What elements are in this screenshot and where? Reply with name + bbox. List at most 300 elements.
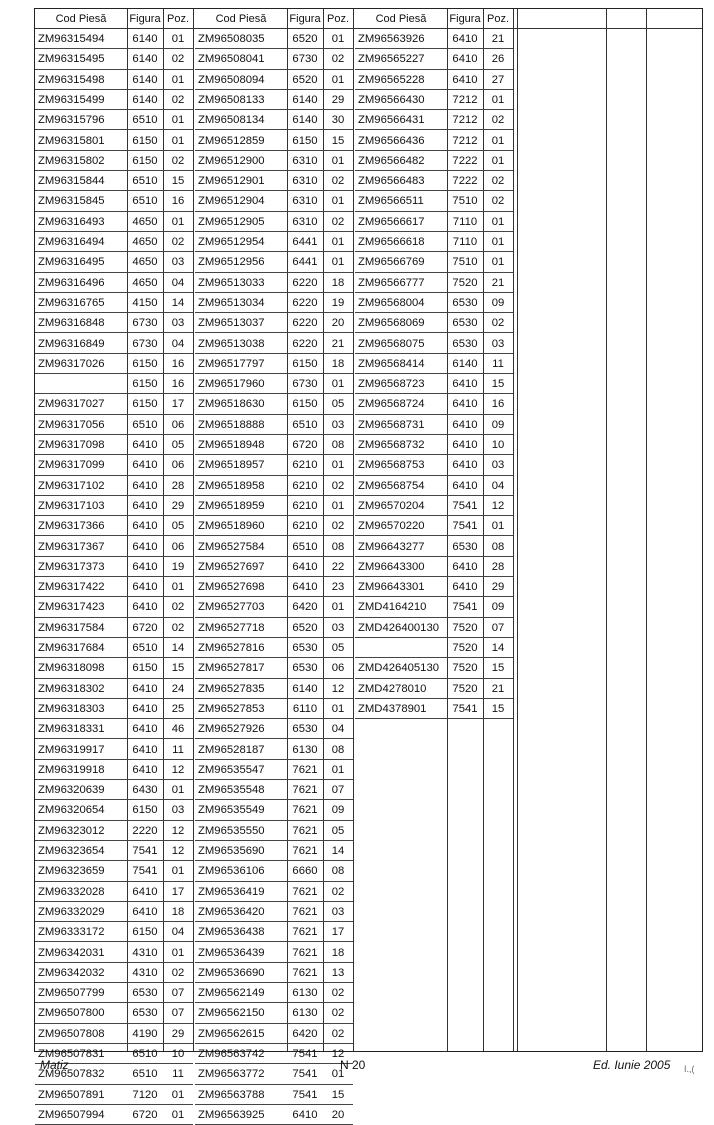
position-cell: 02 bbox=[331, 885, 345, 898]
position-cell: 01 bbox=[491, 236, 505, 248]
position-cell: 17 bbox=[331, 926, 345, 939]
part-code-cell: ZM96316496 bbox=[38, 276, 105, 289]
table-row bbox=[355, 191, 513, 211]
part-code-cell: ZM96527926 bbox=[198, 723, 265, 736]
part-code-cell: ZM96317584 bbox=[38, 621, 105, 634]
part-code-cell: ZM96562615 bbox=[198, 1027, 265, 1040]
table-row bbox=[355, 90, 513, 110]
part-code-cell: ZM96527584 bbox=[198, 540, 265, 553]
column-divider bbox=[193, 9, 194, 1051]
position-cell: 01 bbox=[171, 134, 185, 147]
position-cell: 01 bbox=[331, 236, 345, 248]
figure-cell: 7120 bbox=[132, 1088, 158, 1101]
table-row bbox=[355, 537, 513, 557]
part-code-cell: ZM96536420 bbox=[198, 905, 265, 918]
part-code-cell: ZM96315499 bbox=[38, 93, 105, 106]
position-cell: 23 bbox=[331, 581, 345, 594]
position-cell: 28 bbox=[491, 560, 505, 573]
part-code-cell: ZM96317373 bbox=[38, 560, 105, 573]
part-code-cell: ZM96568075 bbox=[358, 337, 425, 350]
position-cell: 11 bbox=[172, 1068, 184, 1081]
position-cell: 29 bbox=[331, 93, 345, 106]
part-code-cell: ZM96570220 bbox=[358, 520, 425, 533]
part-code-cell: ZM96317423 bbox=[38, 601, 105, 614]
position-cell: 04 bbox=[171, 926, 185, 939]
part-code-cell: ZM96507831 bbox=[38, 1048, 105, 1060]
part-code-cell: ZM96323654 bbox=[38, 845, 105, 857]
figure-cell: 7621 bbox=[292, 885, 318, 898]
part-code-cell: ZM96518888 bbox=[198, 418, 265, 431]
part-code-cell: ZM96570204 bbox=[358, 499, 425, 512]
figure-cell: 6430 bbox=[132, 784, 158, 797]
table-row bbox=[35, 1085, 193, 1105]
table-row bbox=[35, 49, 193, 69]
figure-cell: 7520 bbox=[452, 621, 478, 634]
figure-cell: 6410 bbox=[452, 560, 478, 573]
part-code-cell: ZM96536106 bbox=[198, 865, 265, 878]
part-code-cell: ZM96316495 bbox=[38, 256, 105, 269]
figure-cell: 7520 bbox=[452, 642, 478, 654]
figure-cell: 6220 bbox=[292, 296, 318, 309]
position-cell: 02 bbox=[331, 215, 345, 228]
position-cell: 46 bbox=[171, 723, 185, 736]
figure-cell: 6410 bbox=[292, 581, 318, 594]
table-row bbox=[355, 658, 513, 678]
table-row bbox=[35, 171, 193, 191]
position-cell: 30 bbox=[331, 114, 345, 127]
position-cell: 09 bbox=[491, 296, 505, 309]
part-code-cell: ZM96536439 bbox=[198, 946, 265, 959]
table-row bbox=[195, 943, 353, 963]
part-code-cell: ZM96342031 bbox=[38, 946, 105, 959]
table-row bbox=[355, 638, 513, 658]
position-cell: 16 bbox=[171, 357, 185, 370]
table-row bbox=[195, 577, 353, 597]
figure-cell: 6441 bbox=[292, 256, 318, 269]
part-code-cell: ZM96507891 bbox=[38, 1088, 105, 1101]
part-code-cell: ZM96518957 bbox=[198, 459, 265, 472]
part-code-cell: ZM96566430 bbox=[358, 93, 425, 106]
part-code-cell: ZM96317099 bbox=[38, 459, 105, 472]
figure-cell: 6310 bbox=[292, 175, 318, 188]
position-cell: 01 bbox=[171, 581, 185, 594]
table-row bbox=[195, 273, 353, 293]
part-code-cell: ZM96317367 bbox=[38, 540, 105, 553]
position-cell: 01 bbox=[491, 520, 505, 533]
table-row bbox=[355, 232, 513, 252]
part-code-cell: ZM96562149 bbox=[198, 987, 265, 1000]
table-row bbox=[195, 841, 353, 861]
figure-cell: 6510 bbox=[292, 418, 318, 431]
position-cell: 21 bbox=[491, 276, 505, 289]
figure-cell: 6150 bbox=[132, 398, 158, 411]
figure-cell: 6410 bbox=[132, 905, 158, 918]
figure-cell: 6530 bbox=[452, 296, 478, 309]
position-cell: 06 bbox=[331, 662, 345, 675]
position-cell: 02 bbox=[171, 966, 185, 979]
figure-cell: 7621 bbox=[292, 784, 318, 797]
part-code-cell: ZM96315495 bbox=[38, 53, 105, 66]
position-cell: 02 bbox=[171, 93, 185, 106]
table-row bbox=[35, 110, 193, 130]
part-code-cell: ZM96316765 bbox=[38, 296, 105, 309]
position-cell: 05 bbox=[171, 439, 185, 451]
table-row bbox=[355, 334, 513, 354]
figure-cell: 6130 bbox=[292, 743, 318, 756]
table-row bbox=[355, 29, 513, 49]
table-row bbox=[35, 658, 193, 678]
position-cell: 18 bbox=[331, 276, 345, 289]
position-cell: 01 bbox=[171, 1108, 185, 1121]
position-cell: 01 bbox=[171, 73, 185, 86]
position-cell: 27 bbox=[491, 73, 505, 86]
figure-cell: 4650 bbox=[132, 276, 158, 289]
position-cell: 09 bbox=[491, 418, 505, 431]
figure-cell: 4310 bbox=[132, 946, 158, 959]
figure-cell: 6660 bbox=[292, 865, 318, 878]
part-code-cell: ZMD4378901 bbox=[358, 702, 427, 715]
table-row bbox=[35, 679, 193, 699]
figure-cell: 2220 bbox=[132, 824, 158, 837]
table-row bbox=[195, 191, 353, 211]
figure-cell: 7621 bbox=[292, 804, 318, 817]
figure-cell: 6720 bbox=[292, 439, 318, 451]
position-cell: 02 bbox=[491, 195, 505, 208]
position-cell: 08 bbox=[331, 865, 345, 878]
figure-cell: 7541 bbox=[292, 1068, 318, 1081]
part-code-cell: ZM96316493 bbox=[38, 215, 105, 228]
figure-cell: 6410 bbox=[132, 763, 158, 776]
part-code-cell: ZM96318302 bbox=[38, 682, 105, 695]
position-cell: 10 bbox=[171, 1048, 185, 1060]
table-row bbox=[35, 354, 193, 374]
position-cell: 19 bbox=[331, 296, 345, 309]
table-row bbox=[355, 110, 513, 130]
figure-cell: 7621 bbox=[292, 845, 318, 857]
position-cell: 18 bbox=[331, 946, 345, 959]
part-code-cell: ZM96536419 bbox=[198, 885, 265, 898]
column-header-poz: Poz. bbox=[483, 9, 513, 29]
part-code-cell: ZM96317103 bbox=[38, 499, 105, 512]
position-cell: 03 bbox=[331, 905, 345, 918]
position-cell: 11 bbox=[172, 743, 184, 756]
table-row bbox=[195, 252, 353, 272]
table-row bbox=[195, 70, 353, 90]
figure-cell: 6140 bbox=[132, 73, 158, 86]
empty-column-divider bbox=[646, 9, 647, 1051]
part-code-cell: ZM96568754 bbox=[358, 479, 425, 492]
part-code-cell: ZM96319917 bbox=[38, 743, 105, 756]
figure-cell: 6410 bbox=[132, 702, 158, 715]
position-cell: 02 bbox=[171, 53, 185, 66]
table-row bbox=[35, 1024, 193, 1044]
part-code-cell: ZM96315845 bbox=[38, 195, 105, 208]
table-row bbox=[195, 638, 353, 658]
figure-cell: 7212 bbox=[452, 93, 478, 106]
table-row bbox=[195, 1064, 353, 1084]
figure-cell: 6210 bbox=[292, 499, 318, 512]
part-code-cell: ZM96535548 bbox=[198, 784, 265, 797]
figure-cell: 6530 bbox=[132, 987, 158, 1000]
figure-cell: 4150 bbox=[132, 296, 158, 309]
table-row bbox=[35, 415, 193, 435]
figure-cell: 7110 bbox=[452, 215, 478, 228]
part-code-cell: ZM96315494 bbox=[38, 33, 105, 45]
figure-cell: 6140 bbox=[132, 93, 158, 106]
part-code-cell: ZM96518959 bbox=[198, 499, 265, 512]
position-cell: 08 bbox=[331, 540, 345, 553]
part-code-cell: ZM96517960 bbox=[198, 378, 265, 391]
part-code-cell: ZM96507832 bbox=[38, 1068, 105, 1081]
part-code-cell: ZM96512956 bbox=[198, 256, 265, 269]
table-row bbox=[355, 516, 513, 536]
figure-cell: 7222 bbox=[452, 154, 478, 167]
part-code-cell: ZM96512904 bbox=[198, 195, 265, 208]
part-code-cell: ZM96518948 bbox=[198, 439, 265, 451]
table-row bbox=[195, 1105, 353, 1125]
position-cell: 15 bbox=[171, 662, 185, 675]
part-code-cell: ZM96315498 bbox=[38, 73, 105, 86]
position-cell: 14 bbox=[331, 845, 345, 857]
position-cell: 01 bbox=[331, 256, 345, 269]
part-code-cell: ZM96568724 bbox=[358, 398, 425, 411]
part-code-cell: ZM96518958 bbox=[198, 479, 265, 492]
position-cell: 01 bbox=[171, 1088, 185, 1101]
part-code-cell: ZM96508035 bbox=[198, 33, 265, 45]
position-cell: 02 bbox=[171, 236, 185, 248]
position-cell: 02 bbox=[331, 53, 345, 66]
part-code-cell: ZM96563925 bbox=[198, 1108, 265, 1121]
position-cell: 15 bbox=[171, 175, 185, 188]
table-row bbox=[195, 780, 353, 800]
part-code-cell: ZM96527718 bbox=[198, 621, 265, 634]
position-cell: 16 bbox=[171, 195, 185, 208]
table-row bbox=[195, 800, 353, 820]
position-cell: 05 bbox=[331, 642, 345, 654]
table-row bbox=[195, 740, 353, 760]
figure-cell: 6140 bbox=[132, 53, 158, 66]
table-row bbox=[35, 252, 193, 272]
figure-cell: 7510 bbox=[452, 256, 478, 269]
position-cell: 04 bbox=[171, 276, 185, 289]
table-row bbox=[35, 577, 193, 597]
figure-cell: 7541 bbox=[452, 601, 478, 614]
figure-cell: 6510 bbox=[132, 642, 158, 654]
figure-cell: 6530 bbox=[132, 1007, 158, 1020]
position-cell: 29 bbox=[171, 499, 185, 512]
position-cell: 25 bbox=[171, 702, 185, 715]
part-code-cell: ZM96563742 bbox=[198, 1048, 265, 1060]
table-row bbox=[355, 313, 513, 333]
position-cell: 03 bbox=[491, 459, 505, 472]
table-row bbox=[35, 1003, 193, 1023]
column-header-fig: Figura bbox=[287, 9, 323, 29]
part-code-cell: ZM96568731 bbox=[358, 418, 425, 431]
position-cell: 08 bbox=[331, 439, 345, 451]
figure-cell: 7541 bbox=[452, 702, 478, 715]
table-row bbox=[195, 435, 353, 455]
part-code-cell: ZM96566431 bbox=[358, 114, 425, 127]
part-code-cell: ZM96315801 bbox=[38, 134, 105, 147]
part-code-cell: ZM96565227 bbox=[358, 53, 425, 66]
part-code-cell: ZMD4164210 bbox=[358, 601, 427, 614]
part-code-cell: ZM96316494 bbox=[38, 236, 105, 248]
table-row bbox=[35, 618, 193, 638]
table-row bbox=[355, 699, 513, 719]
figure-cell: 7541 bbox=[292, 1088, 318, 1101]
figure-cell: 6150 bbox=[132, 378, 158, 391]
part-code-cell: ZM96512954 bbox=[198, 236, 265, 248]
column-header-code: Cod Piesă bbox=[355, 9, 447, 29]
table-row bbox=[35, 983, 193, 1003]
table-row bbox=[195, 557, 353, 577]
figure-cell: 6730 bbox=[292, 53, 318, 66]
position-cell: 02 bbox=[491, 317, 505, 330]
table-row bbox=[35, 313, 193, 333]
column-header-code: Cod Piesă bbox=[195, 9, 287, 29]
figure-cell: 6410 bbox=[452, 378, 478, 391]
part-code-cell: ZM96566483 bbox=[358, 175, 425, 188]
table-row bbox=[355, 273, 513, 293]
figure-cell: 6520 bbox=[292, 33, 318, 45]
figure-cell: 6530 bbox=[452, 540, 478, 553]
figure-cell: 6730 bbox=[292, 378, 318, 391]
table-row bbox=[355, 49, 513, 69]
empty-column-divider bbox=[606, 9, 607, 1051]
table-row bbox=[35, 557, 193, 577]
table-row bbox=[195, 882, 353, 902]
part-code-cell: ZM96562150 bbox=[198, 1007, 265, 1020]
part-code-cell: ZM96323659 bbox=[38, 865, 105, 878]
part-code-cell: ZM96518630 bbox=[198, 398, 265, 411]
position-cell: 01 bbox=[331, 459, 345, 472]
figure-cell: 6410 bbox=[452, 581, 478, 594]
figure-cell: 7621 bbox=[292, 824, 318, 837]
table-row bbox=[195, 374, 353, 394]
table-row bbox=[195, 496, 353, 516]
figure-cell: 7621 bbox=[292, 763, 318, 776]
part-code-cell: ZM96568753 bbox=[358, 459, 425, 472]
table-row bbox=[35, 334, 193, 354]
figure-cell: 6410 bbox=[292, 1108, 318, 1121]
position-cell: 01 bbox=[331, 378, 345, 391]
position-cell: 01 bbox=[491, 215, 505, 228]
table-row bbox=[355, 455, 513, 475]
table-row bbox=[195, 963, 353, 983]
position-cell: 02 bbox=[171, 154, 185, 167]
figure-cell: 7212 bbox=[452, 114, 478, 127]
figure-cell: 6410 bbox=[132, 439, 158, 451]
position-cell: 04 bbox=[171, 337, 185, 350]
figure-cell: 6510 bbox=[132, 1068, 158, 1081]
table-row bbox=[355, 435, 513, 455]
figure-cell: 6410 bbox=[132, 499, 158, 512]
position-cell: 17 bbox=[171, 885, 185, 898]
figure-cell: 6441 bbox=[292, 236, 318, 248]
part-code-cell: ZM96527835 bbox=[198, 682, 265, 695]
table-row bbox=[195, 537, 353, 557]
figure-cell: 6410 bbox=[132, 581, 158, 594]
position-cell: 14 bbox=[171, 296, 185, 309]
table-row bbox=[195, 699, 353, 719]
column-header-fig: Figura bbox=[447, 9, 483, 29]
table-row bbox=[35, 780, 193, 800]
figure-cell: 6410 bbox=[132, 560, 158, 573]
table-row bbox=[35, 719, 193, 739]
position-cell: 06 bbox=[171, 418, 185, 431]
position-cell: 02 bbox=[331, 987, 345, 1000]
empty-column-divider bbox=[517, 9, 518, 1051]
table-row bbox=[35, 293, 193, 313]
footer-handwritten-mark: I.,( bbox=[684, 1064, 695, 1074]
position-cell: 02 bbox=[491, 114, 505, 127]
position-cell: 02 bbox=[331, 1007, 345, 1020]
figure-cell: 6410 bbox=[132, 601, 158, 614]
figure-cell: 4650 bbox=[132, 236, 158, 248]
part-code-cell: ZM96317684 bbox=[38, 642, 105, 654]
position-cell: 05 bbox=[331, 398, 345, 411]
table-row bbox=[195, 983, 353, 1003]
table-row bbox=[35, 861, 193, 881]
part-code-cell: ZM96508133 bbox=[198, 93, 265, 106]
figure-cell: 6410 bbox=[452, 459, 478, 472]
table-row bbox=[195, 455, 353, 475]
part-code-cell: ZM96535549 bbox=[198, 804, 265, 817]
position-cell: 15 bbox=[491, 378, 505, 391]
table-row bbox=[355, 496, 513, 516]
position-cell: 15 bbox=[331, 134, 345, 147]
figure-cell: 6210 bbox=[292, 459, 318, 472]
table-row bbox=[355, 415, 513, 435]
part-code-cell: ZM96535547 bbox=[198, 763, 265, 776]
figure-cell: 6310 bbox=[292, 215, 318, 228]
position-cell: 29 bbox=[171, 1027, 185, 1040]
position-cell: 08 bbox=[331, 743, 345, 756]
part-code-cell: ZM96318098 bbox=[38, 662, 105, 675]
position-cell: 18 bbox=[331, 357, 345, 370]
part-code-cell: ZM96568723 bbox=[358, 378, 425, 391]
table-row bbox=[195, 1003, 353, 1023]
figure-cell: 6210 bbox=[292, 479, 318, 492]
part-code-cell: ZM96563926 bbox=[358, 33, 425, 45]
table-row bbox=[195, 49, 353, 69]
table-row bbox=[35, 374, 193, 394]
figure-cell: 6110 bbox=[292, 702, 318, 715]
figure-cell: 6510 bbox=[132, 114, 158, 127]
part-code-cell: ZM96317098 bbox=[38, 439, 105, 451]
table-row bbox=[35, 963, 193, 983]
part-code-cell: ZM96513033 bbox=[198, 276, 265, 289]
part-code-cell: ZM96508134 bbox=[198, 114, 265, 127]
position-cell: 01 bbox=[331, 601, 345, 614]
position-cell: 03 bbox=[491, 337, 505, 350]
figure-cell: 7541 bbox=[452, 499, 478, 512]
table-row bbox=[35, 882, 193, 902]
figure-cell: 6150 bbox=[132, 357, 158, 370]
figure-cell: 6420 bbox=[292, 601, 318, 614]
column-divider bbox=[353, 9, 354, 1051]
table-row bbox=[195, 719, 353, 739]
position-cell: 01 bbox=[331, 33, 345, 45]
figure-cell: 4650 bbox=[132, 256, 158, 269]
column-header-poz: Poz. bbox=[163, 9, 193, 29]
figure-cell: 7621 bbox=[292, 926, 318, 939]
part-code-cell: ZM96568414 bbox=[358, 357, 425, 370]
table-row bbox=[35, 943, 193, 963]
table-row bbox=[35, 435, 193, 455]
table-row bbox=[355, 252, 513, 272]
figure-cell: 7520 bbox=[452, 682, 478, 695]
